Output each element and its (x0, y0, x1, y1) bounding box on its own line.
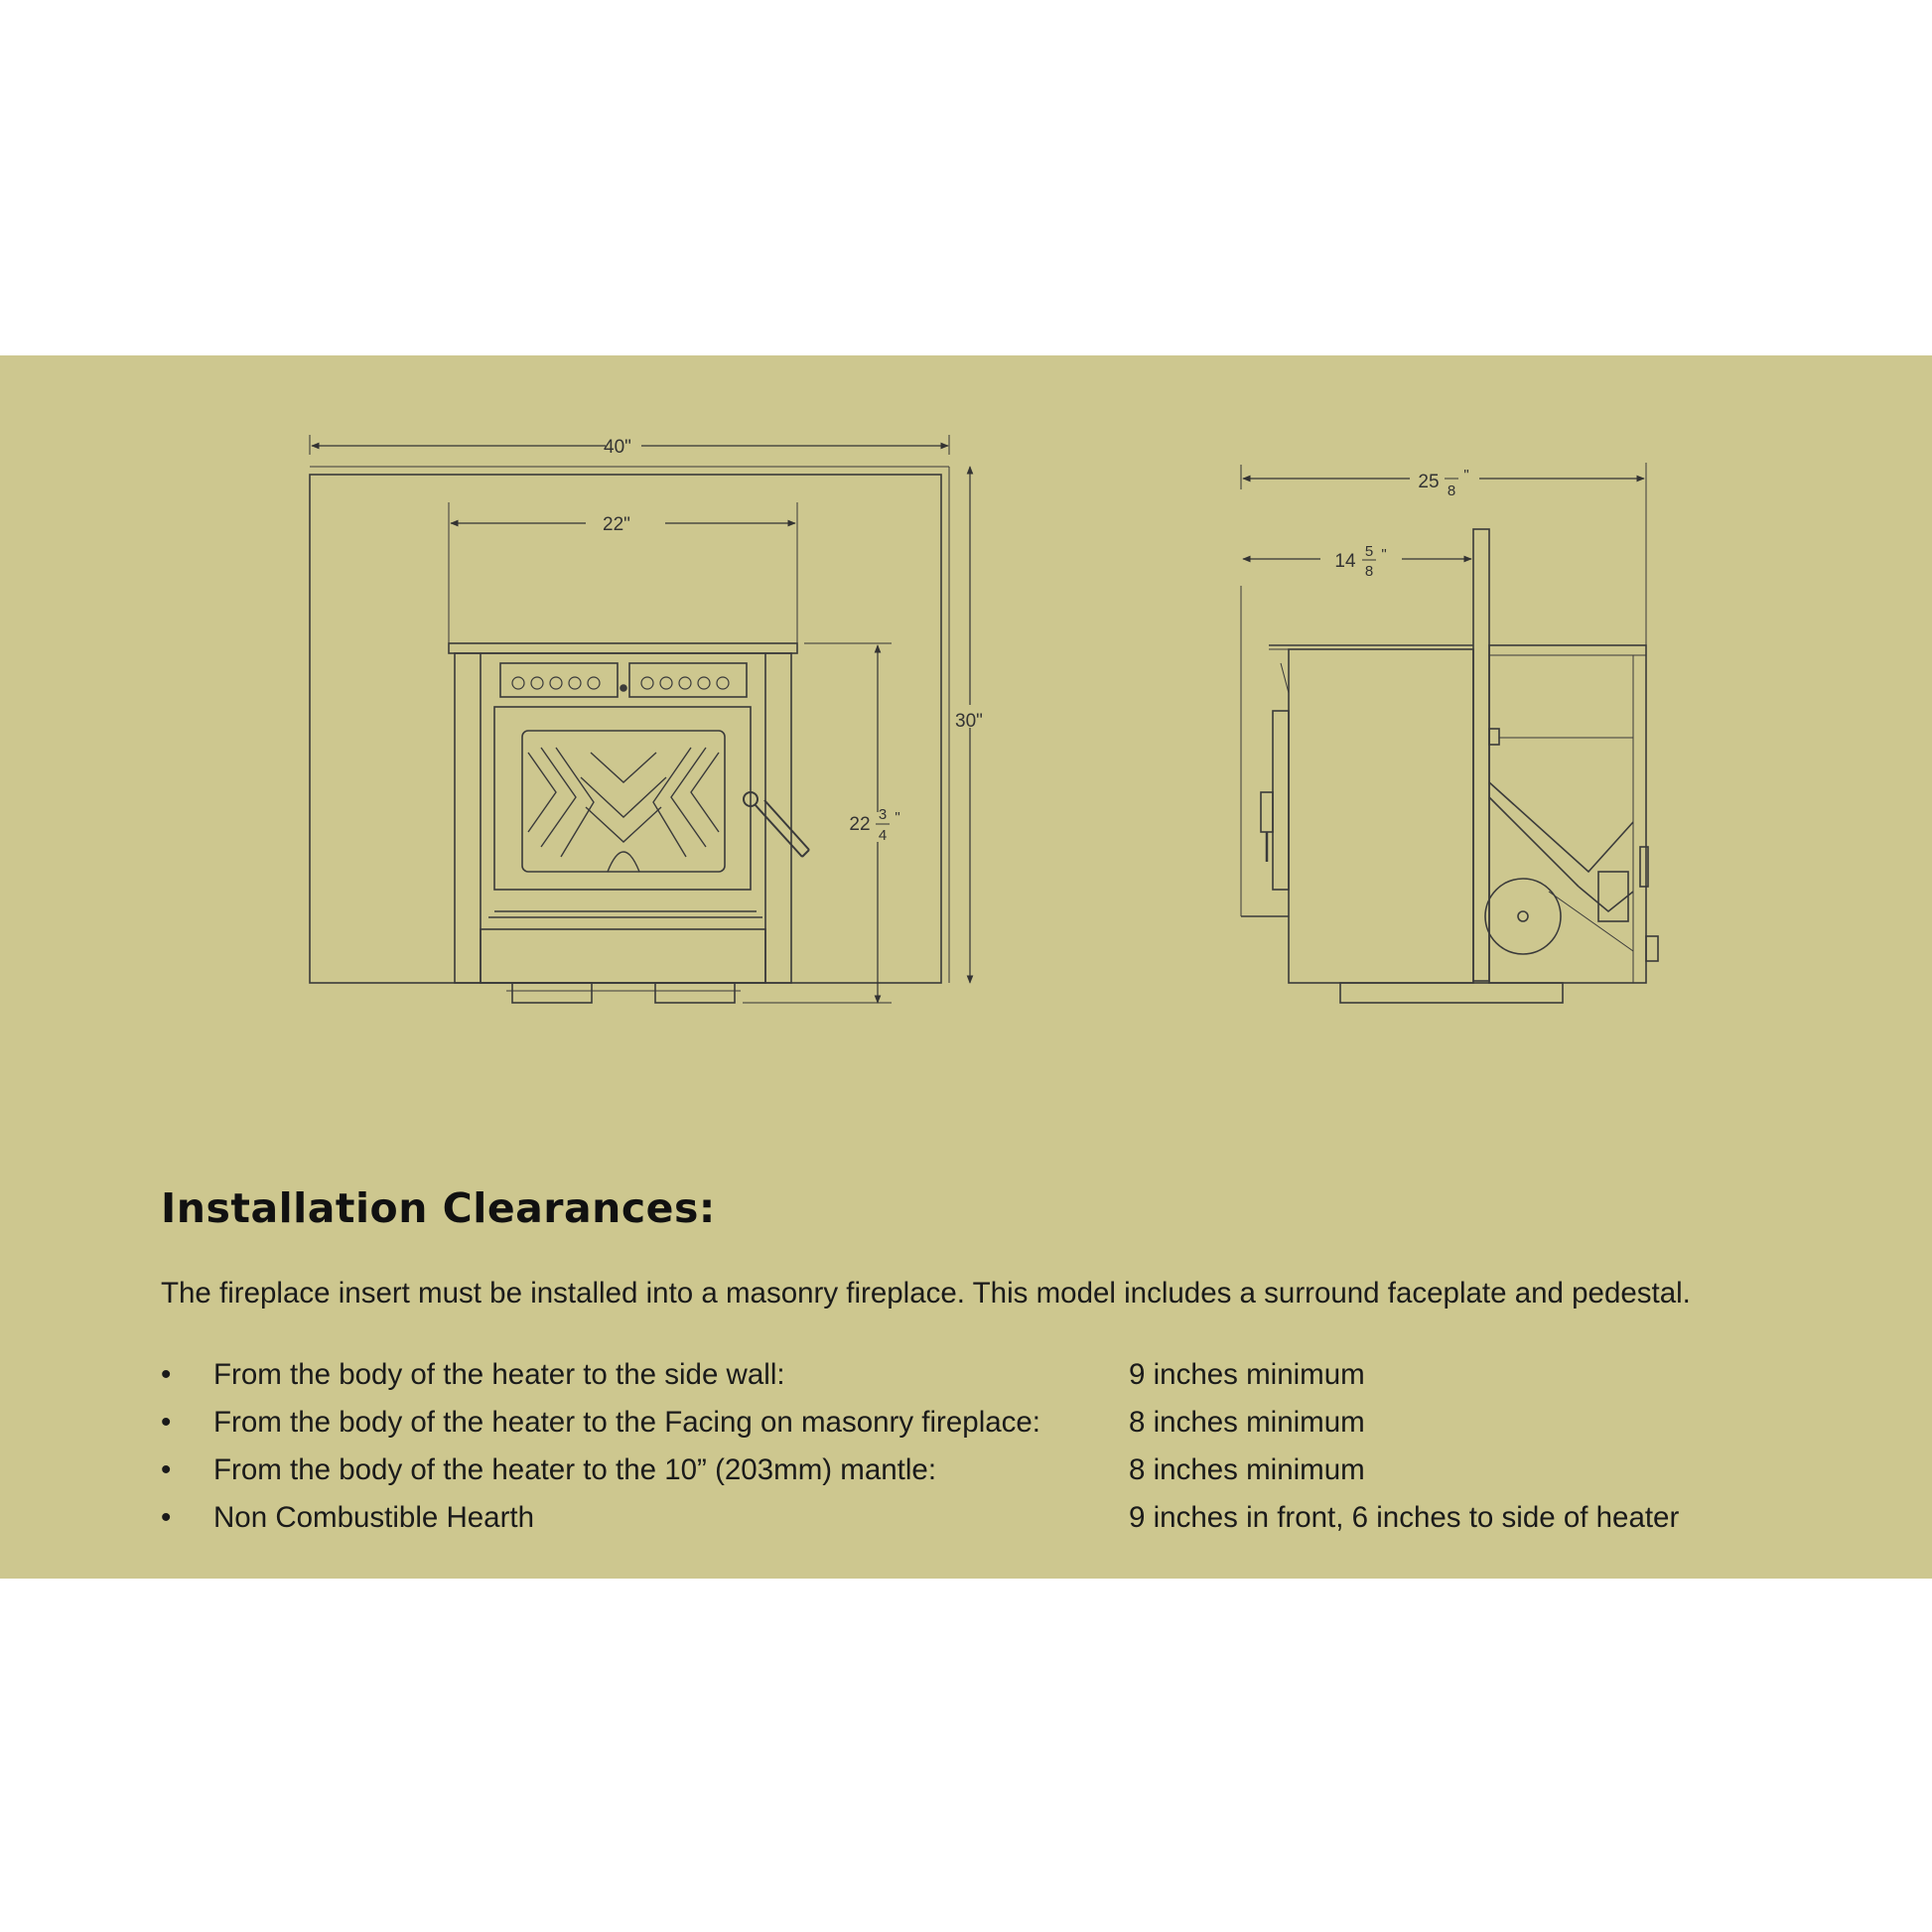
door-handle (744, 792, 809, 857)
clearance-label: Non Combustible Hearth (213, 1501, 535, 1534)
vent-grille-right (629, 663, 747, 697)
bullet-icon: • (161, 1453, 172, 1486)
clearance-label: From the body of the heater to the Facing on masonry fireplace: (213, 1406, 1041, 1439)
side-pedestal (1340, 983, 1563, 1003)
blower-wheel (1485, 879, 1561, 954)
dim-22-3-4-den: 4 (878, 827, 888, 844)
dim-14-inch: " (1381, 546, 1387, 563)
dim-25-inch: " (1463, 467, 1469, 483)
dim-22-3-4-whole: 22 (849, 814, 871, 835)
clearance-value: 8 inches minimum (1129, 1406, 1365, 1439)
insert-top-lip (449, 643, 797, 653)
dim-30-label: 30" (955, 711, 983, 732)
dim-14-den: 8 (1364, 563, 1374, 580)
pedestal-foot-right (655, 983, 735, 1003)
dim-14-num: 5 (1364, 543, 1374, 560)
clearance-label: From the body of the heater to the 10” (203mm) mantle: (213, 1453, 937, 1486)
intro-text: The fireplace insert must be installed into a masonry fireplace. This model includes a surround faceplate and pedestal. (161, 1277, 1691, 1310)
page-title: Installation Clearances: (161, 1184, 716, 1232)
dim-14-whole: 14 (1334, 551, 1356, 572)
side-front-body (1289, 649, 1473, 983)
dim-22-3-4-inch: " (895, 809, 900, 826)
side-faceplate (1473, 529, 1489, 981)
dim-22-label: 22" (603, 514, 630, 535)
info-panel (0, 355, 1932, 1579)
clearance-value: 8 inches minimum (1129, 1453, 1365, 1486)
dim-22-3-4-num: 3 (878, 806, 888, 823)
bullet-icon: • (161, 1501, 172, 1534)
dim-25-whole: 25 (1418, 472, 1440, 492)
dim-25-den: 8 (1447, 483, 1456, 499)
clearance-value: 9 inches in front, 6 inches to side of heater (1129, 1501, 1680, 1534)
door-glass (522, 731, 725, 872)
bullet-icon: • (161, 1358, 172, 1391)
pedestal-foot-left (512, 983, 592, 1003)
vent-grille-left (500, 663, 618, 697)
lower-panel (481, 929, 765, 983)
dimension-drawings (0, 355, 1932, 1130)
side-view-drawing (1241, 463, 1658, 1003)
side-rear-body (1489, 645, 1646, 983)
insert-body (455, 653, 791, 983)
surround-faceplate (310, 475, 941, 983)
clearance-label: From the body of the heater to the side wall: (213, 1358, 785, 1391)
front-view-drawing (310, 467, 949, 1003)
clearance-value: 9 inches minimum (1129, 1358, 1365, 1391)
dim-40-label: 40" (604, 437, 631, 458)
bullet-icon: • (161, 1406, 172, 1439)
door-frame (494, 707, 751, 890)
